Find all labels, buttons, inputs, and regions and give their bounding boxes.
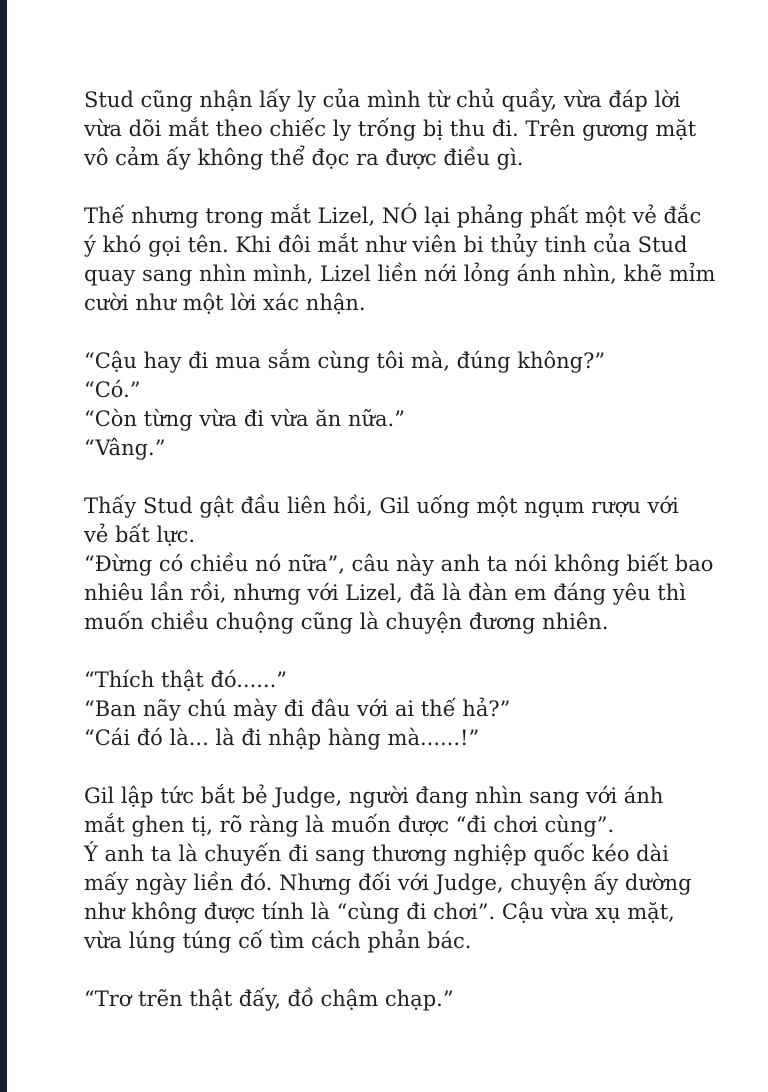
text-line: vừa lúng túng cố tìm cách phản bác. (84, 929, 472, 953)
paragraph (84, 782, 724, 956)
text-page (84, 86, 724, 1043)
text-line: vẻ bất lực. (84, 523, 196, 547)
dialogue-line: “Cái đó là... là đi nhập hàng mà......!” (84, 726, 480, 750)
paragraph (84, 666, 724, 753)
text-line: “Đừng có chiều nó nữa”, câu này anh ta nói không biết bao (84, 552, 714, 576)
text-line: mắt ghen tị, rõ ràng là muốn được “đi chơi cùng”. (84, 813, 615, 837)
paragraph (84, 492, 724, 637)
text-line: quay sang nhìn mình, Lizel liền nới lỏng ánh nhìn, khẽ mỉm (84, 262, 716, 286)
text-line: vô cảm ấy không thể đọc ra được điều gì. (84, 146, 524, 170)
paragraph (84, 347, 724, 463)
text-line: nhiêu lần rồi, nhưng với Lizel, đã là đàn em đáng yêu thì (84, 581, 686, 605)
text-line: Thế nhưng trong mắt Lizel, NÓ lại phảng phất một vẻ đắc (84, 204, 702, 228)
text-line: như không được tính là “cùng đi chơi”. Cậu vừa xụ mặt, (84, 900, 675, 924)
dialogue-line: “Cậu hay đi mua sắm cùng tôi mà, đúng không?” (84, 349, 606, 373)
text-line: Ý anh ta là chuyến đi sang thương nghiệp quốc kéo dài (84, 842, 669, 866)
dialogue-line: “Có.” (84, 378, 141, 402)
text-line: ý khó gọi tên. Khi đôi mắt như viên bi thủy tinh của Stud (84, 233, 688, 257)
text-line: Gil lập tức bắt bẻ Judge, người đang nhìn sang với ánh (84, 784, 664, 808)
text-line: vừa dõi mắt theo chiếc ly trống bị thu đi. Trên gương mặt (84, 117, 697, 141)
text-line: muốn chiều chuộng cũng là chuyện đương nhiên. (84, 610, 609, 634)
text-line: Stud cũng nhận lấy ly của mình từ chủ quầy, vừa đáp lời (84, 88, 681, 112)
left-border (0, 0, 7, 1092)
dialogue-line: “Ban nãy chú mày đi đâu với ai thế hả?” (84, 697, 511, 721)
paragraph (84, 985, 724, 1014)
text-line: mấy ngày liền đó. Nhưng đối với Judge, chuyện ấy dường (84, 871, 692, 895)
dialogue-line: “Thích thật đó......” (84, 668, 288, 692)
dialogue-line: “Còn từng vừa đi vừa ăn nữa.” (84, 407, 405, 431)
dialogue-line: “Trơ trẽn thật đấy, đồ chậm chạp.” (84, 987, 454, 1011)
paragraph (84, 86, 724, 173)
text-line: Thấy Stud gật đầu liên hồi, Gil uống một ngụm rượu với (84, 494, 679, 518)
text-line: cười như một lời xác nhận. (84, 291, 366, 315)
dialogue-line: “Vâng.” (84, 436, 166, 460)
paragraph (84, 202, 724, 318)
